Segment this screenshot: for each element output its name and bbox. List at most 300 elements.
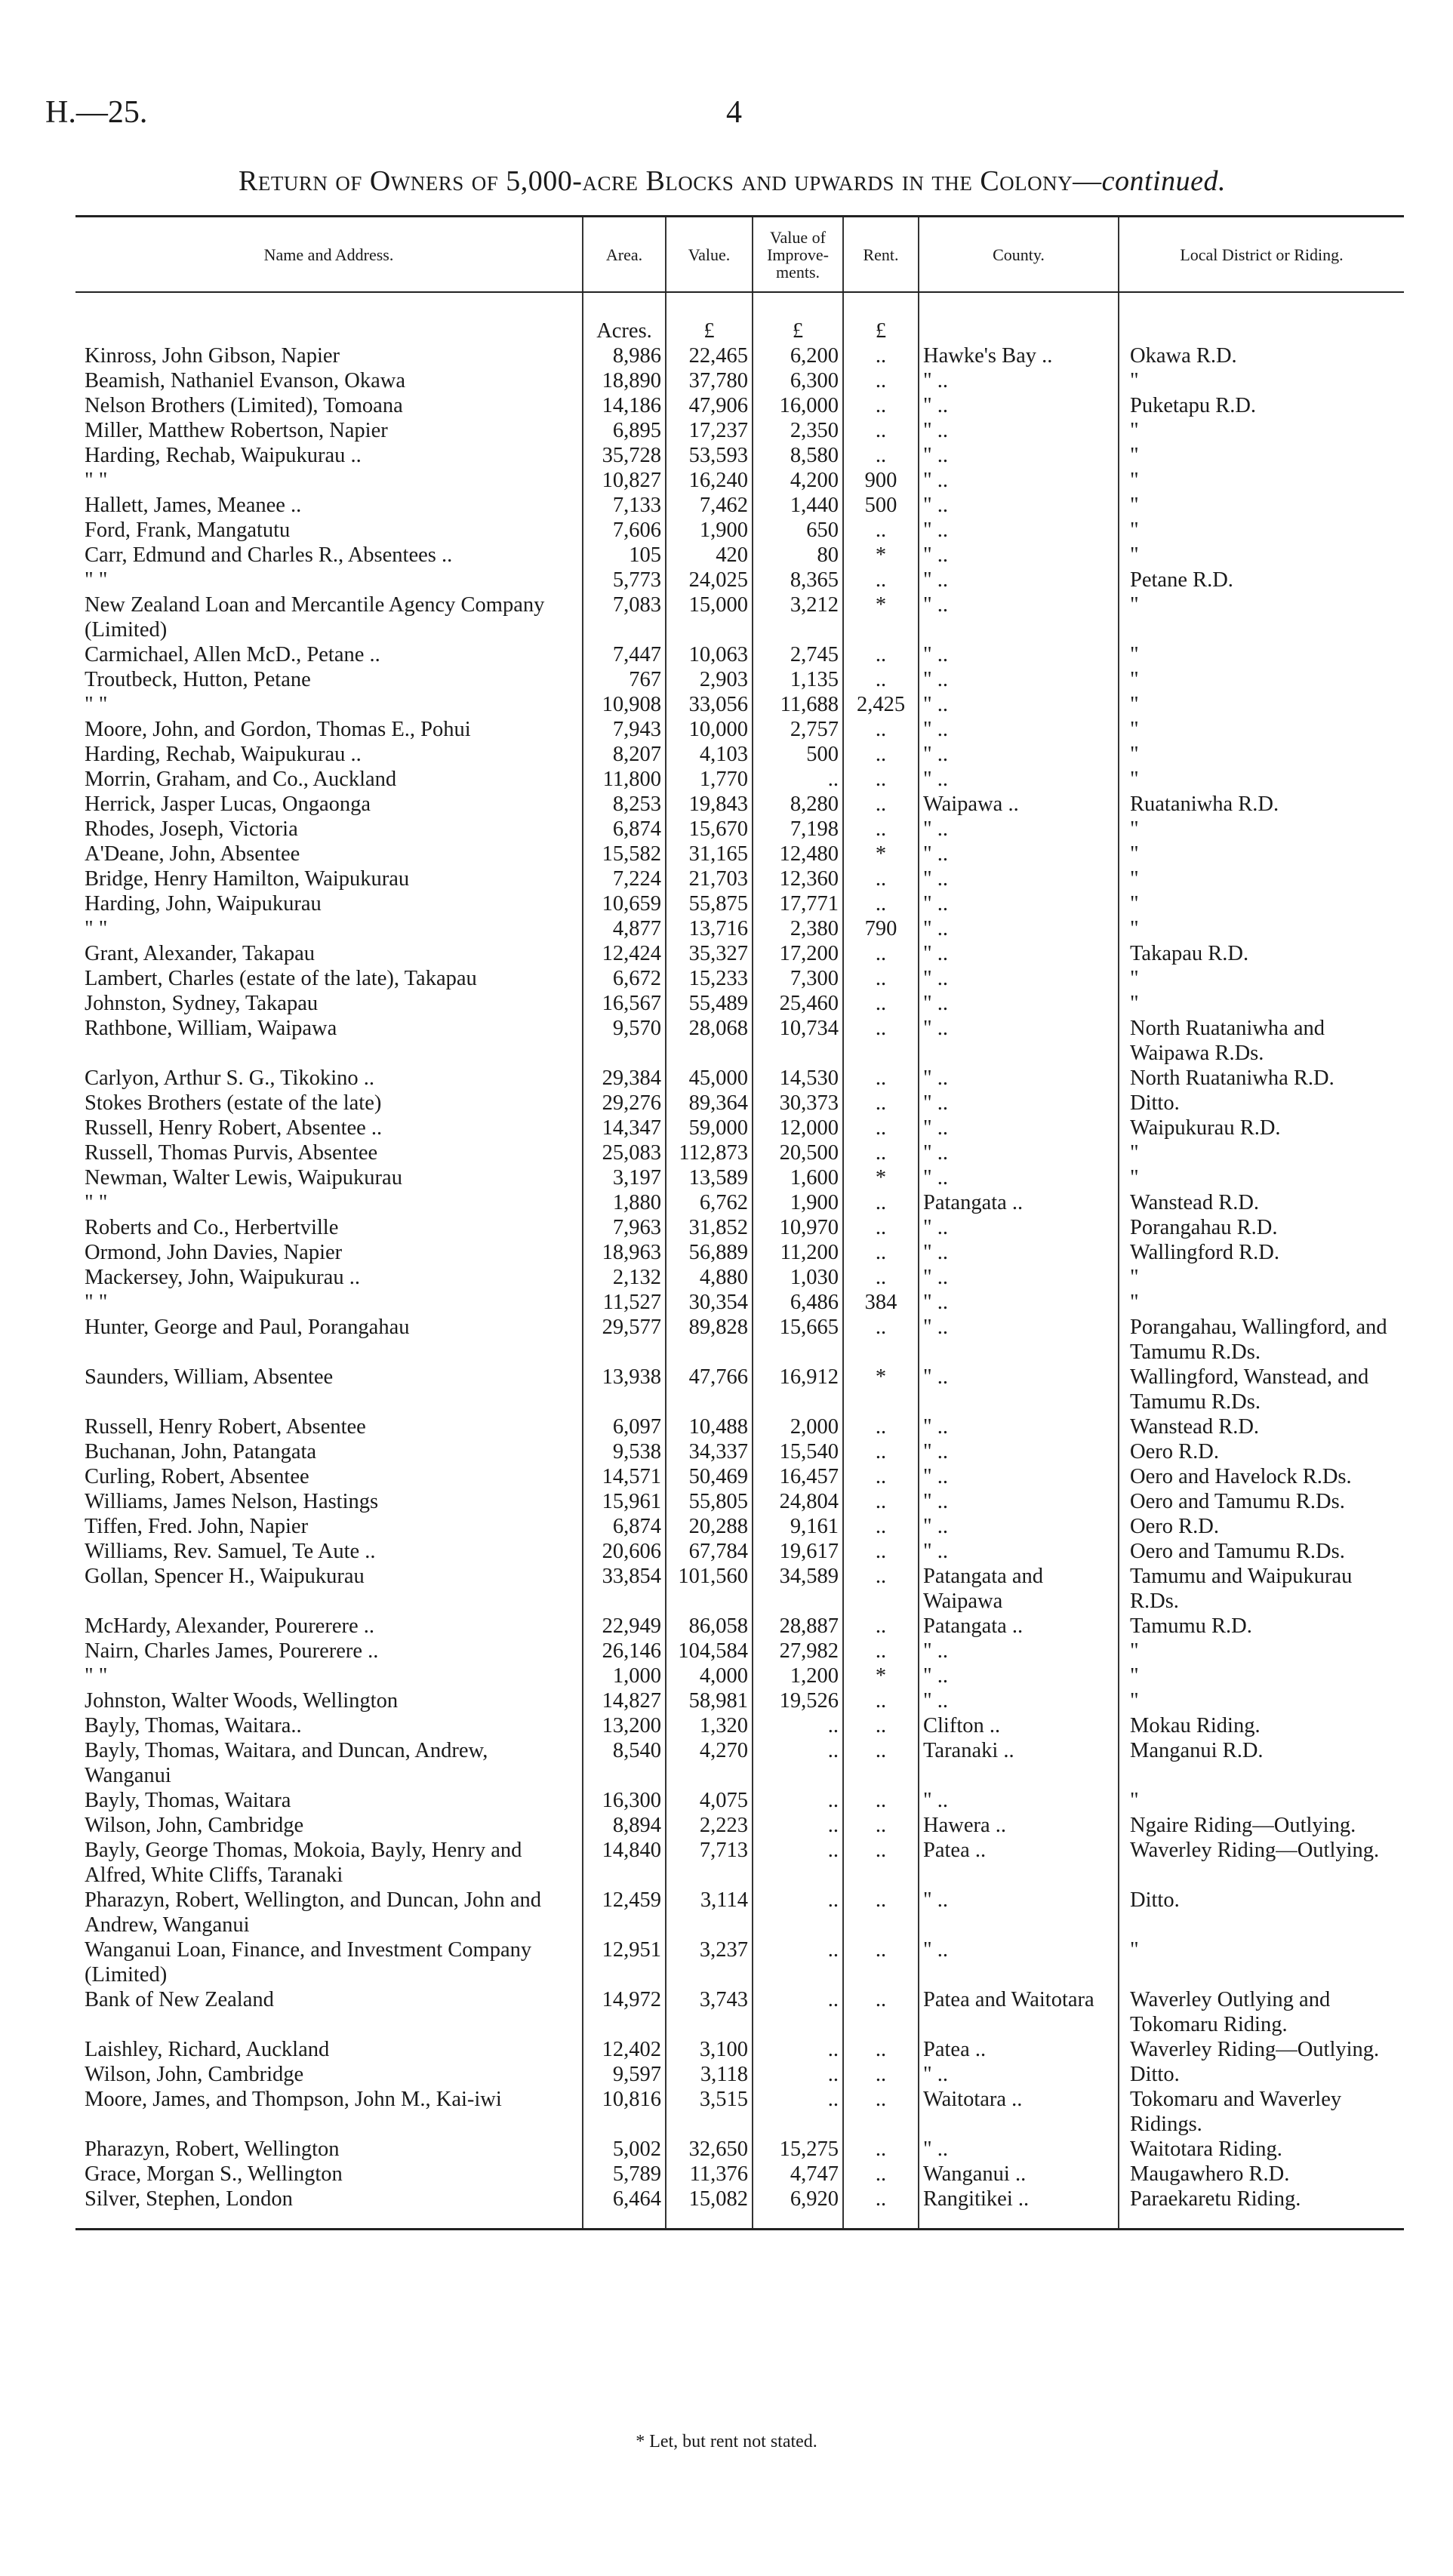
table-cell-improvements: 16,457 <box>753 1464 843 1489</box>
table-cell-rent: .. <box>843 2137 919 2162</box>
table-cell-county: " .. <box>919 1265 1119 1290</box>
table-row <box>75 568 1404 592</box>
table-cell-value: 10,063 <box>666 642 753 667</box>
table-cell-improvements: 20,500 <box>753 1140 843 1165</box>
table-cell-district: Tamumu R.D. <box>1119 1614 1404 1639</box>
table-cell-county: Patea and Waitotara <box>919 1987 1119 2037</box>
table-cell-district: " <box>1119 493 1404 518</box>
table-cell-rent: .. <box>843 443 919 468</box>
table-cell-rent: .. <box>843 1016 919 1066</box>
table-cell-area: 35,728 <box>583 443 666 468</box>
table-cell-area: 6,464 <box>583 2187 666 2230</box>
table-cell-rent: .. <box>843 1987 919 2037</box>
table-cell-rent: .. <box>843 891 919 916</box>
table-cell-improvements: 16,912 <box>753 1365 843 1414</box>
table-cell-value: 56,889 <box>666 1240 753 1265</box>
table-cell-county: " .. <box>919 742 1119 767</box>
table-cell-county: Rangitikei .. <box>919 2187 1119 2230</box>
table-cell-district: " <box>1119 1788 1404 1813</box>
table-cell-improvements: 7,198 <box>753 817 843 842</box>
table-cell-value: 6,762 <box>666 1190 753 1215</box>
table-cell-district: Wallingford, Wanstead, and Tamumu R.Ds. <box>1119 1365 1404 1414</box>
table-cell-rent: * <box>843 592 919 642</box>
table-cell-county: " .. <box>919 1116 1119 1140</box>
table-cell-rent: .. <box>843 742 919 767</box>
table-row <box>75 1140 1404 1165</box>
unit-improvements: £ <box>753 292 843 343</box>
table-cell-county: " .. <box>919 393 1119 418</box>
table-cell-rent: .. <box>843 418 919 443</box>
table-cell-district: " <box>1119 916 1404 941</box>
table-cell-name: Wilson, John, Cambridge <box>85 1814 304 1837</box>
table-row <box>75 1240 1404 1265</box>
table-cell-area: 7,943 <box>583 717 666 742</box>
table-cell-value: 47,906 <box>666 393 753 418</box>
table-cell-county: " .. <box>919 1663 1119 1688</box>
table-cell-county: Patea .. <box>919 1838 1119 1888</box>
table-cell-area: 767 <box>583 667 666 692</box>
table-cell-county: " .. <box>919 767 1119 792</box>
table-cell-county: " .. <box>919 1365 1119 1414</box>
table-cell-improvements: 1,900 <box>753 1190 843 1215</box>
table-cell-area: 14,827 <box>583 1688 666 1713</box>
table-cell-rent: .. <box>843 767 919 792</box>
table-cell-improvements: .. <box>753 1937 843 1987</box>
table-cell-name: Curling, Robert, Absentee <box>85 1465 309 1488</box>
table-row <box>75 742 1404 767</box>
table-cell-improvements: .. <box>753 1738 843 1788</box>
col-rent: Rent. <box>843 217 919 293</box>
table-cell-value: 3,118 <box>666 2062 753 2087</box>
table-cell-value: 33,056 <box>666 692 753 717</box>
table-row <box>75 1315 1404 1365</box>
title-continued: continued. <box>1101 165 1227 197</box>
table-cell-rent: .. <box>843 2187 919 2230</box>
table-cell-rent: 2,425 <box>843 692 919 717</box>
table-cell-value: 15,082 <box>666 2187 753 2230</box>
table-cell-value: 3,114 <box>666 1888 753 1937</box>
table-cell-county: " .. <box>919 842 1119 866</box>
table-cell-value: 13,716 <box>666 916 753 941</box>
col-area: Area. <box>583 217 666 293</box>
table-cell-value: 1,770 <box>666 767 753 792</box>
table-cell-county: " .. <box>919 966 1119 991</box>
table-row <box>75 966 1404 991</box>
table-cell-district: " <box>1119 418 1404 443</box>
table-cell-district: " <box>1119 991 1404 1016</box>
table-cell-rent: * <box>843 1165 919 1190</box>
table-cell-name: Nelson Brothers (Limited), Tomoana <box>85 394 403 417</box>
units-row <box>75 292 1404 343</box>
table-cell-value: 20,288 <box>666 1514 753 1539</box>
table-cell-area: 7,447 <box>583 642 666 667</box>
table-cell-value: 37,780 <box>666 368 753 393</box>
table-cell-rent: 900 <box>843 468 919 493</box>
table-cell-name: New Zealand Loan and Mercantile Agency Company (Limited) <box>85 593 545 642</box>
table-cell-district: " <box>1119 891 1404 916</box>
table-cell-district: Ditto. <box>1119 1888 1404 1937</box>
table-cell-name: Ford, Frank, Mangatutu <box>85 519 291 542</box>
table-cell-county: Patangata .. <box>919 1614 1119 1639</box>
table-cell-area: 5,002 <box>583 2137 666 2162</box>
table-cell-area: 7,963 <box>583 1215 666 1240</box>
table-cell-name: Tiffen, Fred. John, Napier <box>85 1515 309 1538</box>
table-cell-improvements: 8,365 <box>753 568 843 592</box>
table-cell-value: 101,560 <box>666 1564 753 1614</box>
table-cell-county: Patangata .. <box>919 1190 1119 1215</box>
table-row <box>75 1564 1404 1614</box>
table-cell-improvements: 1,030 <box>753 1265 843 1290</box>
table-row <box>75 1265 1404 1290</box>
table-cell-area: 33,854 <box>583 1564 666 1614</box>
table-cell-value: 86,058 <box>666 1614 753 1639</box>
table-cell-county: " .. <box>919 418 1119 443</box>
table-cell-area: 8,207 <box>583 742 666 767</box>
table-cell-improvements: 650 <box>753 518 843 543</box>
table-cell-area: 14,972 <box>583 1987 666 2037</box>
table-cell-improvements: 6,486 <box>753 1290 843 1315</box>
table-cell-district: Paraekaretu Riding. <box>1119 2187 1404 2230</box>
table-cell-name: Williams, James Nelson, Hastings <box>85 1490 379 1513</box>
table-cell-district: " <box>1119 468 1404 493</box>
table-cell-rent: .. <box>843 1240 919 1265</box>
document-code: H.—25. <box>45 95 148 130</box>
table-cell-name: Pharazyn, Robert, Wellington <box>85 2137 340 2161</box>
table-row <box>75 1838 1404 1888</box>
table-cell-county: " .. <box>919 1539 1119 1564</box>
table-cell-improvements: 6,920 <box>753 2187 843 2230</box>
table-cell-rent: .. <box>843 966 919 991</box>
table-cell-name: Bank of New Zealand <box>85 1988 274 2011</box>
table-cell-rent: * <box>843 543 919 568</box>
table-cell-value: 4,103 <box>666 742 753 767</box>
table-cell-name: " " <box>85 469 108 492</box>
table-cell-value: 55,489 <box>666 991 753 1016</box>
table-cell-county: " .. <box>919 1016 1119 1066</box>
table-cell-district: Ditto. <box>1119 1091 1404 1116</box>
table-cell-value: 2,223 <box>666 1813 753 1838</box>
table-cell-improvements: 10,734 <box>753 1016 843 1066</box>
table-cell-district: Tokomaru and Waverley Ridings. <box>1119 2087 1404 2137</box>
table-cell-area: 11,800 <box>583 767 666 792</box>
table-cell-name: Bayly, Thomas, Waitara, and Duncan, Andrew, Wanganui <box>85 1739 488 1787</box>
table-cell-district: Oero R.D. <box>1119 1439 1404 1464</box>
table-cell-area: 7,224 <box>583 866 666 891</box>
table-cell-district: Waipukurau R.D. <box>1119 1116 1404 1140</box>
table-header <box>75 217 1404 293</box>
table-cell-value: 1,320 <box>666 1713 753 1738</box>
table-cell-improvements: .. <box>753 1788 843 1813</box>
table-cell-area: 13,200 <box>583 1713 666 1738</box>
table-cell-district: " <box>1119 717 1404 742</box>
title-main: Return of Owners of 5,000-acre Blocks and upwards in the Colony— <box>238 165 1102 197</box>
table-cell-area: 10,908 <box>583 692 666 717</box>
table-cell-rent: .. <box>843 717 919 742</box>
table-row <box>75 2187 1404 2230</box>
unit-value: £ <box>666 292 753 343</box>
table-cell-rent: .. <box>843 1738 919 1788</box>
table-row <box>75 368 1404 393</box>
table-cell-rent: .. <box>843 1813 919 1838</box>
table-cell-rent: .. <box>843 1614 919 1639</box>
table-cell-improvements: 28,887 <box>753 1614 843 1639</box>
table-cell-area: 6,672 <box>583 966 666 991</box>
table-cell-rent: .. <box>843 1639 919 1663</box>
table-cell-district: Tamumu and Waipukurau R.Ds. <box>1119 1564 1404 1614</box>
table-cell-district: Ruataniwha R.D. <box>1119 792 1404 817</box>
table-cell-district: Maugawhero R.D. <box>1119 2162 1404 2187</box>
table-cell-value: 3,515 <box>666 2087 753 2137</box>
table-cell-improvements: .. <box>753 2087 843 2137</box>
table-cell-improvements: 12,480 <box>753 842 843 866</box>
table-cell-area: 1,000 <box>583 1663 666 1688</box>
table-cell-name: Bayly, George Thomas, Mokoia, Bayly, Henry and Alfred, White Cliffs, Taranaki <box>85 1839 522 1887</box>
table-cell-rent: .. <box>843 1091 919 1116</box>
table-cell-rent: .. <box>843 642 919 667</box>
table-cell-district: " <box>1119 1688 1404 1713</box>
table-cell-name: Harding, Rechab, Waipukurau .. <box>85 444 362 467</box>
owners-table <box>75 215 1404 2230</box>
table-cell-improvements: .. <box>753 1713 843 1738</box>
table-cell-area: 4,877 <box>583 916 666 941</box>
table-cell-rent: .. <box>843 1439 919 1464</box>
table-cell-rent: .. <box>843 792 919 817</box>
table-cell-rent: .. <box>843 1514 919 1539</box>
table-cell-area: 8,540 <box>583 1738 666 1788</box>
table-cell-improvements: 6,300 <box>753 368 843 393</box>
table-cell-rent: .. <box>843 1215 919 1240</box>
table-cell-district: " <box>1119 543 1404 568</box>
table-cell-area: 5,773 <box>583 568 666 592</box>
table-cell-area: 12,424 <box>583 941 666 966</box>
table-row <box>75 543 1404 568</box>
table-cell-value: 30,354 <box>666 1290 753 1315</box>
table-row <box>75 468 1404 493</box>
table-cell-rent: .. <box>843 1937 919 1987</box>
table-cell-county: " .. <box>919 1414 1119 1439</box>
table-cell-name: " " <box>85 693 108 716</box>
table-cell-area: 16,567 <box>583 991 666 1016</box>
table-cell-county: Hawke's Bay .. <box>919 343 1119 368</box>
table-cell-county: " .. <box>919 1091 1119 1116</box>
table-cell-area: 1,880 <box>583 1190 666 1215</box>
table-cell-improvements: 27,982 <box>753 1639 843 1663</box>
table-cell-name: Bridge, Henry Hamilton, Waipukurau <box>85 867 410 891</box>
table-cell-district: North Ruataniwha R.D. <box>1119 1066 1404 1091</box>
table-cell-improvements: 11,688 <box>753 692 843 717</box>
table-cell-rent: * <box>843 1663 919 1688</box>
table-cell-area: 3,197 <box>583 1165 666 1190</box>
table-cell-improvements: 15,275 <box>753 2137 843 2162</box>
table-cell-value: 58,981 <box>666 1688 753 1713</box>
table-cell-rent: .. <box>843 1688 919 1713</box>
table-cell-rent: .. <box>843 2062 919 2087</box>
table-cell-improvements: 1,440 <box>753 493 843 518</box>
table-cell-district: Waitotara Riding. <box>1119 2137 1404 2162</box>
table-cell-name: Carlyon, Arthur S. G., Tikokino .. <box>85 1066 375 1090</box>
table-cell-area: 14,571 <box>583 1464 666 1489</box>
table-cell-county: " .. <box>919 368 1119 393</box>
table-cell-district: Waverley Riding—Outlying. <box>1119 2037 1404 2062</box>
table-cell-area: 15,961 <box>583 1489 666 1514</box>
table-cell-improvements: 8,280 <box>753 792 843 817</box>
table-cell-improvements: .. <box>753 1888 843 1937</box>
table-cell-improvements: 17,771 <box>753 891 843 916</box>
table-row <box>75 1813 1404 1838</box>
table-cell-district: Okawa R.D. <box>1119 343 1404 368</box>
table-cell-county: " .. <box>919 568 1119 592</box>
table-cell-county: " .. <box>919 817 1119 842</box>
table-cell-rent: * <box>843 1365 919 1414</box>
table-row <box>75 1365 1404 1414</box>
table-cell-name: Stokes Brothers (estate of the late) <box>85 1091 382 1115</box>
table-cell-rent: .. <box>843 1066 919 1091</box>
table-cell-district: Ditto. <box>1119 2062 1404 2087</box>
table-cell-district: " <box>1119 817 1404 842</box>
table-row <box>75 842 1404 866</box>
table-cell-value: 16,240 <box>666 468 753 493</box>
table-cell-area: 26,146 <box>583 1639 666 1663</box>
table-cell-name: Wilson, John, Cambridge <box>85 2063 304 2086</box>
table-cell-improvements: 10,970 <box>753 1215 843 1240</box>
table-cell-improvements: .. <box>753 767 843 792</box>
table-cell-county: " .. <box>919 1937 1119 1987</box>
col-name: Name and Address. <box>75 217 583 293</box>
table-cell-value: 10,000 <box>666 717 753 742</box>
table-cell-improvements: 4,200 <box>753 468 843 493</box>
table-cell-county: " .. <box>919 1066 1119 1091</box>
table-cell-improvements: 2,380 <box>753 916 843 941</box>
table-cell-improvements: 7,300 <box>753 966 843 991</box>
table-cell-improvements: .. <box>753 1838 843 1888</box>
table-cell-improvements: 4,747 <box>753 2162 843 2187</box>
table-cell-rent: .. <box>843 1838 919 1888</box>
table-row <box>75 1663 1404 1688</box>
table-cell-district: Oero and Tamumu R.Ds. <box>1119 1489 1404 1514</box>
table-cell-area: 25,083 <box>583 1140 666 1165</box>
table-cell-area: 18,963 <box>583 1240 666 1265</box>
table-cell-name: Ormond, John Davies, Napier <box>85 1241 343 1264</box>
table-cell-district: " <box>1119 1290 1404 1315</box>
table-row <box>75 1091 1404 1116</box>
table-row <box>75 1066 1404 1091</box>
table-cell-area: 18,890 <box>583 368 666 393</box>
col-district: Local District or Riding. <box>1119 217 1404 293</box>
table-row <box>75 1116 1404 1140</box>
table-row <box>75 1016 1404 1066</box>
table-cell-district: Waverley Riding—Outlying. <box>1119 1838 1404 1888</box>
table-cell-name: Silver, Stephen, London <box>75 2187 583 2230</box>
table-cell-district: North Ruataniwha and Waipawa R.Ds. <box>1119 1016 1404 1066</box>
table-cell-district: Oero and Tamumu R.Ds. <box>1119 1539 1404 1564</box>
table-cell-area: 6,097 <box>583 1414 666 1439</box>
table-cell-area: 12,402 <box>583 2037 666 2062</box>
table-cell-name: Rathbone, William, Waipawa <box>85 1017 337 1040</box>
table-row <box>75 1514 1404 1539</box>
table-row <box>75 1937 1404 1987</box>
table-cell-value: 4,075 <box>666 1788 753 1813</box>
table-cell-name: McHardy, Alexander, Pourerere .. <box>85 1614 374 1638</box>
table-cell-district: " <box>1119 966 1404 991</box>
table-cell-improvements: 6,200 <box>753 343 843 368</box>
table-cell-name: " " <box>85 917 108 940</box>
table-row <box>75 1215 1404 1240</box>
table-cell-rent: 790 <box>843 916 919 941</box>
table-cell-county: " .. <box>919 1165 1119 1190</box>
table-row <box>75 916 1404 941</box>
table-cell-rent: .. <box>843 1489 919 1514</box>
table-row <box>75 343 1404 368</box>
table-cell-name: Buchanan, John, Patangata <box>85 1440 317 1463</box>
table-cell-district: Oero and Havelock R.Ds. <box>1119 1464 1404 1489</box>
table-cell-improvements: 12,360 <box>753 866 843 891</box>
table-cell-rent: .. <box>843 991 919 1016</box>
table-cell-area: 9,538 <box>583 1439 666 1464</box>
table-cell-district: " <box>1119 1265 1404 1290</box>
table-cell-area: 11,527 <box>583 1290 666 1315</box>
table-cell-district: " <box>1119 1165 1404 1190</box>
table-cell-district: " <box>1119 518 1404 543</box>
table-cell-name: Pharazyn, Robert, Wellington, and Duncan, John and Andrew, Wanganui <box>85 1888 542 1937</box>
table-cell-rent: .. <box>843 1788 919 1813</box>
table-cell-rent: .. <box>843 2037 919 2062</box>
table-cell-county: " .. <box>919 1888 1119 1937</box>
table-cell-area: 6,874 <box>583 1514 666 1539</box>
table-cell-improvements: 14,530 <box>753 1066 843 1091</box>
table-cell-area: 2,132 <box>583 1265 666 1290</box>
table-row <box>75 2162 1404 2187</box>
table-cell-value: 53,593 <box>666 443 753 468</box>
table-cell-rent: * <box>843 842 919 866</box>
table-cell-rent: .. <box>843 1190 919 1215</box>
table-cell-district: " <box>1119 443 1404 468</box>
table-cell-improvements: 2,745 <box>753 642 843 667</box>
table-cell-district: " <box>1119 592 1404 642</box>
table-cell-improvements: 17,200 <box>753 941 843 966</box>
table-cell-name: Rhodes, Joseph, Victoria <box>85 817 298 841</box>
table-cell-value: 31,165 <box>666 842 753 866</box>
table-cell-name: Johnston, Sydney, Takapau <box>85 992 319 1015</box>
table-cell-county: " .. <box>919 443 1119 468</box>
table-cell-value: 4,880 <box>666 1265 753 1290</box>
table-cell-county: " .. <box>919 518 1119 543</box>
table-cell-name: Troutbeck, Hutton, Petane <box>85 668 311 691</box>
table-cell-district: " <box>1119 368 1404 393</box>
table-row <box>75 941 1404 966</box>
table-cell-area: 15,582 <box>583 842 666 866</box>
table-cell-value: 4,270 <box>666 1738 753 1788</box>
table-cell-county: " .. <box>919 1140 1119 1165</box>
table-cell-area: 12,459 <box>583 1888 666 1937</box>
table-cell-district: " <box>1119 1663 1404 1688</box>
table-row <box>75 1464 1404 1489</box>
table-cell-value: 10,488 <box>666 1414 753 1439</box>
table-cell-district: Puketapu R.D. <box>1119 393 1404 418</box>
table-cell-district: Porangahau R.D. <box>1119 1215 1404 1240</box>
table-cell-value: 420 <box>666 543 753 568</box>
table-cell-area: 10,816 <box>583 2087 666 2137</box>
table-cell-name: Moore, James, and Thompson, John M., Kai-iwi <box>85 2088 502 2111</box>
table-row <box>75 418 1404 443</box>
table-cell-improvements: 15,665 <box>753 1315 843 1365</box>
table-cell-improvements: 9,161 <box>753 1514 843 1539</box>
table-cell-value: 3,743 <box>666 1987 753 2037</box>
table-cell-value: 7,713 <box>666 1838 753 1888</box>
table-cell-value: 21,703 <box>666 866 753 891</box>
table-cell-rent: .. <box>843 1116 919 1140</box>
table-cell-area: 14,186 <box>583 393 666 418</box>
table-cell-rent: .. <box>843 393 919 418</box>
